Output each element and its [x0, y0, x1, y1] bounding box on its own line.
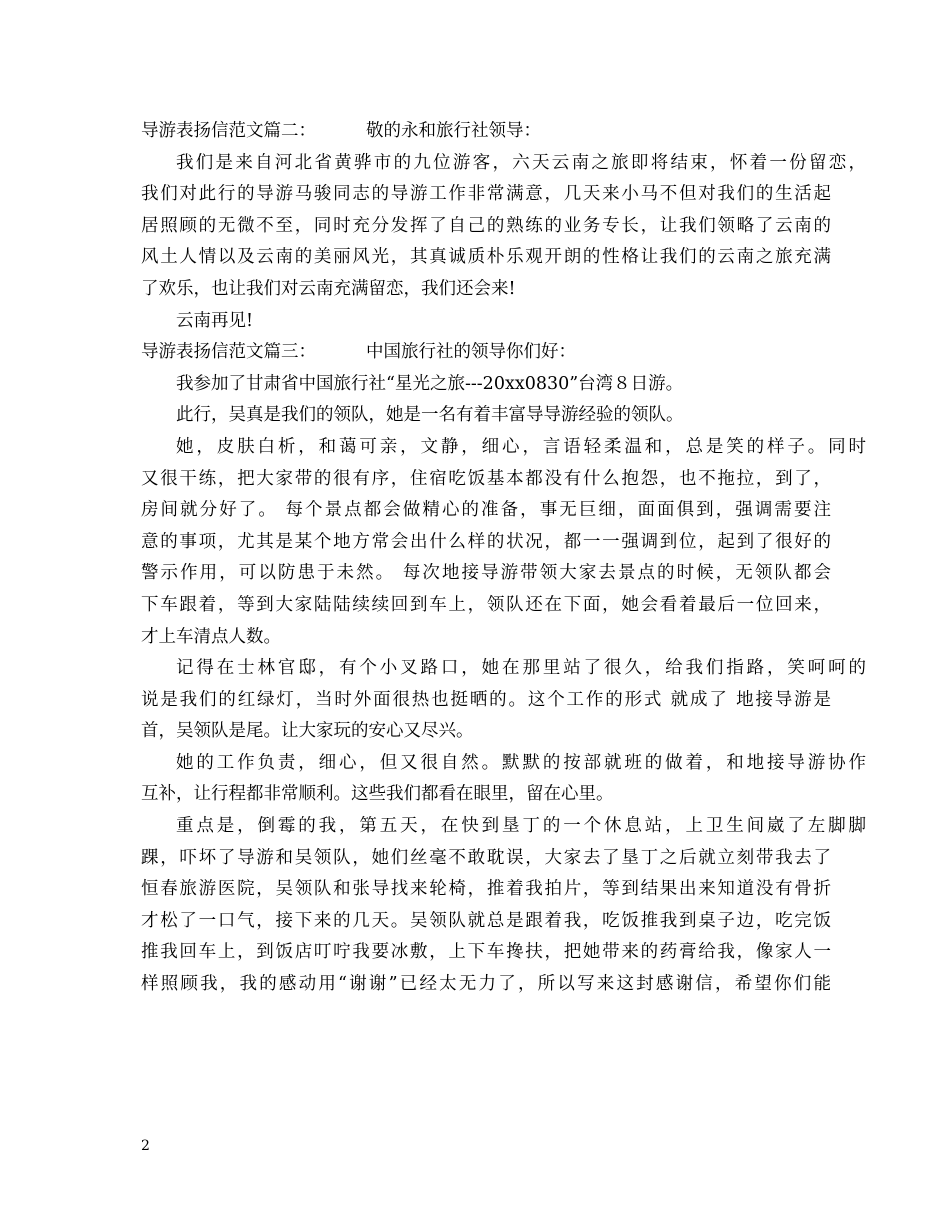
paragraph-line: 我们对此行的导游马骏同志的导游工作非常满意，几天来小马不但对我们的生活起	[141, 184, 831, 205]
salutation: 敬的永和旅行社领导：	[366, 121, 541, 141]
paragraph-line: 她的工作负责，细心，但又很自然。默默的按部就班的做着，和地接导游协作	[176, 752, 866, 773]
paragraph-line: 此行，吴真是我们的领队，她是一名有着丰富导导游经验的领队。	[176, 405, 684, 426]
closing-line: 云南再见!	[176, 310, 254, 331]
paragraph-line: 警示作用，可以防患于未然。 每次地接导游带领大家去景点的时候，无领队都会	[141, 563, 831, 584]
section-heading-line	[141, 337, 831, 369]
paragraph-line: 才上车清点人数。	[141, 626, 281, 647]
paragraph-line: 意的事项，尤其是某个地方常会出什么样的状况，都一一强调到位，起到了很好的	[141, 531, 831, 552]
section-heading-line	[141, 116, 831, 148]
page-number: 2	[141, 1138, 150, 1154]
document-body	[141, 116, 866, 1001]
paragraph-line: 才松了一口气，接下来的几天。吴领队就总是跟着我，吃饭推我到桌子边，吃完饭	[141, 910, 831, 931]
paragraph-line: 了欢乐，也让我们对云南充满留恋，我们还会来!	[141, 278, 516, 299]
paragraph-line: 推我回车上，到饭店叮咛我要冰敷，上下车搀扶，把她带来的药膏给我，像家人一	[141, 942, 831, 963]
paragraph-line: 踝，吓坏了导游和吴领队，她们丝毫不敢耽误，大家去了垦丁之后就立刻带我去了	[141, 847, 831, 868]
paragraph-line: 房间就分好了。 每个景点都会做精心的准备，事无巨细，面面俱到，强调需要注	[141, 500, 831, 521]
paragraph-line: 我参加了甘肃省中国旅行社“星光之旅---20xx0830”台湾８日游。	[176, 373, 684, 394]
paragraph-line: 下车跟着，等到大家陆陆续续回到车上，领队还在下面，她会看着最后一位回来，	[141, 594, 831, 615]
paragraph-line: 首，吴领队是尾。让大家玩的安心又尽兴。	[141, 721, 474, 742]
paragraph-line: 风土人情以及云南的美丽风光，其真诚质朴乐观开朗的性格让我们的云南之旅充满	[141, 247, 831, 268]
paragraph-line: 居照顾的无微不至，同时充分发挥了自己的熟练的业务专长，让我们领略了云南的	[141, 215, 831, 236]
paragraph-line: 样照顾我，我的感动用“谢谢”已经太无力了，所以写来这封感谢信，希望你们能	[141, 974, 831, 995]
paragraph-line: 互补，让行程都非常顺利。这些我们都看在眼里，留在心里。	[141, 784, 614, 805]
paragraph-line: 又很干练，把大家带的很有序，住宿吃饭基本都没有什么抱怨，也不拖拉，到了，	[141, 468, 831, 489]
paragraph-line: 重点是，倒霉的我，第五天，在快到垦丁的一个休息站，上卫生间崴了左脚脚	[176, 816, 866, 837]
section-heading: 导游表扬信范文篇二：	[141, 121, 316, 141]
paragraph-line: 说是我们的红绿灯，当时外面很热也挺晒的。这个工作的形式 就成了 地接导游是	[141, 689, 831, 710]
paragraph-line: 她，皮肤白析，和蔼可亲，文静，细心，言语轻柔温和，总是笑的样子。同时	[176, 436, 866, 457]
salutation: 中国旅行社的领导你们好：	[366, 342, 576, 363]
paragraph-line: 记得在士林官邸，有个小叉路口，她在那里站了很久，给我们指路，笑呵呵的	[176, 658, 866, 679]
section-heading: 导游表扬信范文篇三：	[141, 342, 316, 363]
paragraph-line: 我们是来自河北省黄骅市的九位游客，六天云南之旅即将结束，怀着一份留恋，	[176, 152, 866, 173]
paragraph-line: 恒春旅游医院，吴领队和张导找来轮椅，推着我拍片，等到结果出来知道没有骨折	[141, 879, 831, 900]
